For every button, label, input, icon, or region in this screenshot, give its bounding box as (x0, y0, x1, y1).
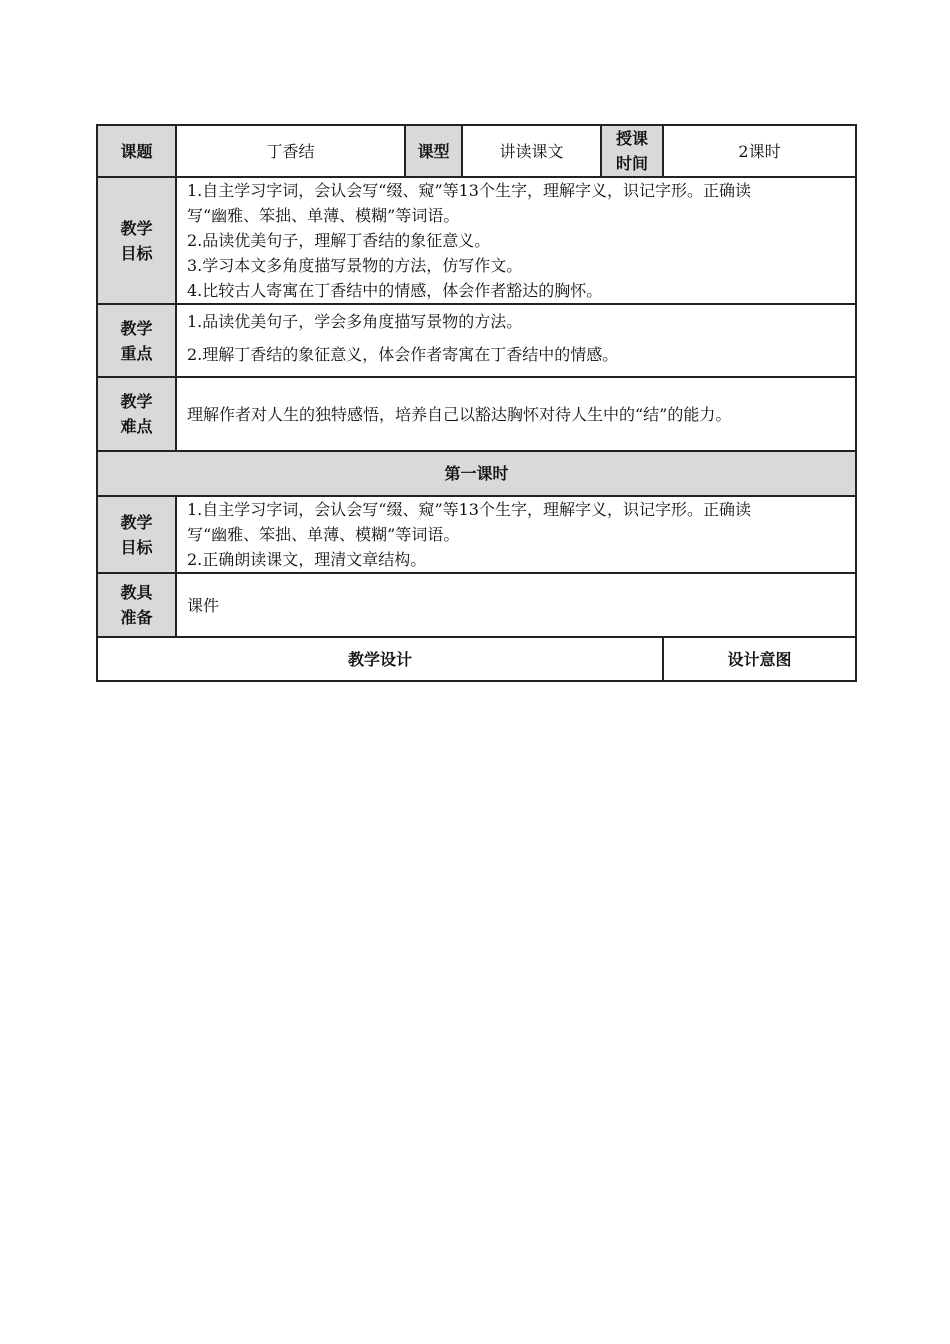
difficulties-content: 理解作者对人生的独特感悟，培养自己以豁达胸怀对待人生中的“结”的能力。 (176, 377, 856, 451)
topic-label: 课题 (97, 125, 176, 177)
difficulties-label-line1: 教学 (120, 392, 153, 411)
design-header-row (97, 637, 856, 681)
difficulties-row (97, 377, 856, 451)
time-label-line2: 时间 (615, 154, 648, 173)
lesson-one-objective-line-1: 1.自主学习字词，会认会写“缀、窥”等13个生字，理解字义，识记字形。正确读 (187, 500, 751, 519)
key-point-line-2: 2.理解丁香结的象征意义，体会作者寄寓在丁香结中的情感。 (187, 345, 619, 364)
objectives-content (176, 177, 856, 304)
lesson-one-objectives-label (97, 496, 176, 573)
key-points-content (176, 304, 856, 377)
lesson-one-title: 第一课时 (97, 451, 856, 496)
header-row (97, 125, 856, 177)
lesson-one-band-row (97, 451, 856, 496)
intent-label: 设计意图 (663, 637, 856, 681)
objective-line-2: 写“幽雅、笨拙、单薄、模糊”等词语。 (187, 206, 460, 225)
lesson-one-objectives-row (97, 496, 856, 573)
difficulties-label-line2: 难点 (120, 417, 153, 436)
type-label: 课型 (405, 125, 462, 177)
objectives-row (97, 177, 856, 304)
tools-value: 课件 (176, 573, 856, 637)
time-label (601, 125, 663, 177)
lesson-one-objectives-label-line1: 教学 (120, 512, 153, 532)
lesson-plan-table (96, 124, 857, 682)
lesson-plan-sheet (96, 124, 855, 682)
type-value: 讲读课文 (462, 125, 601, 177)
objectives-label-line2: 目标 (120, 243, 153, 263)
difficulties-label (97, 377, 176, 451)
objective-line-1: 1.自主学习字词，会认会写“缀、窥”等13个生字，理解字义，识记字形。正确读 (187, 181, 751, 200)
design-label: 教学设计 (97, 637, 663, 681)
key-points-row (97, 304, 856, 377)
tools-label-line2: 准备 (120, 608, 153, 627)
time-label-line1: 授课 (615, 129, 648, 148)
key-points-label-line1: 教学 (120, 318, 153, 338)
lesson-one-objectives-content (176, 496, 856, 573)
topic-value: 丁香结 (176, 125, 405, 177)
tools-label-line1: 教具 (120, 583, 153, 602)
lesson-one-objectives-label-line2: 目标 (120, 537, 153, 557)
key-points-label (97, 304, 176, 377)
lesson-one-objective-line-3: 2.正确朗读课文，理清文章结构。 (187, 550, 427, 569)
objective-line-4: 3.学习本文多角度描写景物的方法，仿写作文。 (187, 256, 523, 275)
objectives-label-line1: 教学 (120, 218, 153, 238)
objective-line-5: 4.比较古人寄寓在丁香结中的情感，体会作者豁达的胸怀。 (187, 281, 603, 300)
tools-label (97, 573, 176, 637)
objectives-label (97, 177, 176, 304)
key-point-line-1: 1.品读优美句子，学会多角度描写景物的方法。 (187, 312, 523, 331)
time-value: 2课时 (663, 125, 856, 177)
key-points-label-line2: 重点 (120, 343, 153, 363)
tools-row (97, 573, 856, 637)
objective-line-3: 2.品读优美句子，理解丁香结的象征意义。 (187, 231, 491, 250)
lesson-one-objective-line-2: 写“幽雅、笨拙、单薄、模糊”等词语。 (187, 525, 460, 544)
